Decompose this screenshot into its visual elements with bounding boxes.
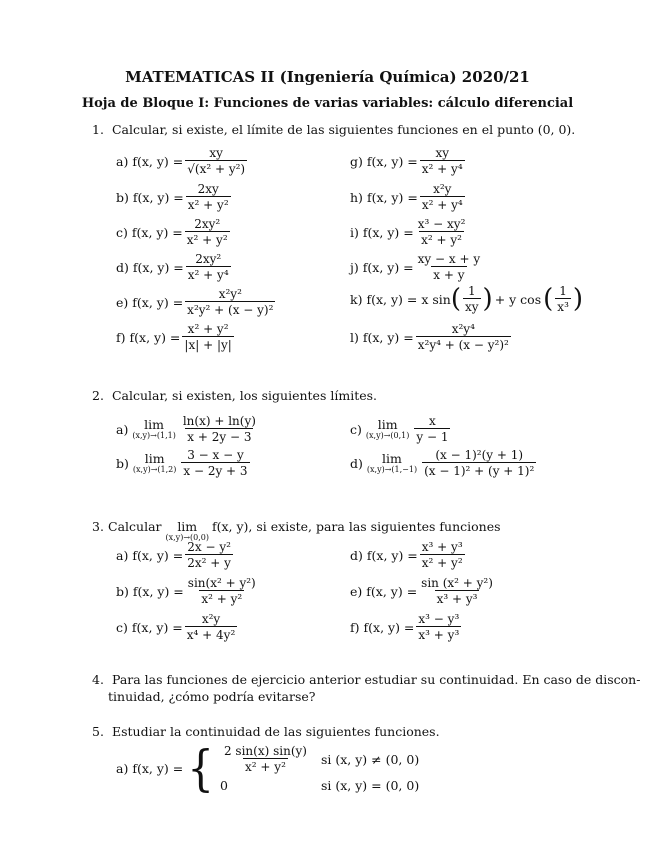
item-label: l) bbox=[350, 329, 359, 345]
denominator: x² + y² bbox=[421, 233, 462, 247]
fraction bbox=[185, 146, 247, 176]
exercise-item bbox=[116, 414, 260, 444]
item-label: c) bbox=[116, 619, 128, 635]
denominator: x²y² + (x − y)² bbox=[187, 303, 274, 317]
limit-word: lim bbox=[144, 451, 165, 466]
exercise-item bbox=[350, 576, 497, 606]
limit bbox=[367, 452, 417, 474]
fraction bbox=[422, 448, 536, 478]
item-label: g) bbox=[350, 153, 363, 169]
fraction bbox=[185, 287, 275, 317]
limit bbox=[132, 418, 175, 440]
numerator: 2xy bbox=[197, 182, 219, 196]
exercise-item bbox=[350, 612, 463, 642]
numerator: 1 bbox=[467, 284, 476, 298]
limit-subscript: (x,y)→(1,1) bbox=[132, 431, 176, 440]
item-label: c) bbox=[116, 224, 128, 240]
fraction bbox=[222, 744, 309, 774]
fraction bbox=[182, 322, 233, 352]
exercise-item bbox=[116, 448, 252, 478]
numerator: x²y⁴ bbox=[451, 322, 475, 336]
question-text: Calcular, si existen, los siguientes límites. bbox=[111, 388, 377, 403]
denominator: x² + y² bbox=[421, 556, 463, 570]
question-4-continued bbox=[108, 689, 315, 704]
numerator: x² + y² bbox=[187, 322, 229, 336]
fraction bbox=[181, 414, 258, 444]
function-lhs: f(x, y) = bbox=[132, 153, 184, 169]
function-lhs: f(x, y) = bbox=[132, 259, 184, 275]
denominator: x³ + y³ bbox=[436, 592, 478, 606]
denominator: x³ + y³ bbox=[418, 628, 460, 642]
item-label: b) bbox=[116, 583, 129, 599]
exercise-item: k) f(x, y) = x sin ( $\frac{1}{xy}$ ) + y cos ( $\frac{1}{\text{x³}}$ ) bbox=[350, 284, 584, 314]
exercise-item bbox=[350, 217, 469, 247]
exercise-item bbox=[116, 287, 277, 317]
question-text: Calcular, si existe, el límite de las siguientes funciones en el punto (0, 0). bbox=[111, 122, 576, 137]
denominator: x² + y² bbox=[186, 233, 228, 247]
question-1 bbox=[92, 122, 575, 137]
question-5 bbox=[92, 724, 440, 739]
limit-word: lim bbox=[144, 417, 165, 432]
question-text: tinuidad, ¿cómo podría evitarse? bbox=[108, 689, 316, 704]
exercise-item bbox=[350, 414, 452, 444]
limit-word: lim bbox=[377, 417, 398, 432]
question-text: Estudiar la continuidad de las siguientes funciones. bbox=[111, 724, 440, 739]
exercise-item bbox=[116, 252, 233, 282]
question-number: 2. bbox=[92, 388, 104, 403]
fraction bbox=[416, 612, 461, 642]
numerator: x²y² bbox=[218, 287, 242, 301]
item-label: d) bbox=[350, 455, 363, 471]
denominator: x³ bbox=[557, 300, 569, 314]
item-label: b) bbox=[116, 455, 129, 471]
item-label: e) bbox=[350, 583, 363, 599]
exercise-item bbox=[116, 576, 260, 606]
numerator: xy − x + y bbox=[417, 252, 481, 266]
function-lhs: f(x, y) = bbox=[362, 329, 414, 345]
exercise-item bbox=[116, 146, 249, 176]
numerator: x²y bbox=[433, 182, 452, 196]
denominator: x + 2y − 3 bbox=[187, 430, 252, 444]
denominator: xy bbox=[465, 300, 479, 314]
function-lhs: f(x, y) = bbox=[366, 189, 418, 205]
numerator: (x − 1)²(y + 1) bbox=[435, 448, 524, 462]
fraction bbox=[185, 612, 238, 642]
numerator: sin(x² + y²) bbox=[187, 576, 256, 590]
cos-term: + y cos bbox=[494, 291, 542, 307]
case-condition: si (x, y) ≠ (0, 0) bbox=[320, 751, 420, 767]
limit-word: lim bbox=[382, 451, 402, 466]
fraction bbox=[420, 146, 465, 176]
exercise-item bbox=[116, 612, 239, 642]
fraction bbox=[420, 540, 465, 570]
numerator: 1 bbox=[559, 284, 567, 298]
numerator: 2x − y² bbox=[187, 540, 231, 554]
numerator: x³ − xy² bbox=[417, 217, 466, 231]
function-lhs: f(x, y) = bbox=[132, 547, 184, 563]
item-label: f) bbox=[116, 329, 126, 345]
fraction bbox=[185, 217, 230, 247]
item-label: k) bbox=[350, 291, 363, 307]
function-lhs: f(x, y) = bbox=[362, 259, 414, 275]
numerator: 3 − x − y bbox=[187, 448, 244, 462]
item-label: a) bbox=[116, 547, 129, 563]
fraction bbox=[185, 540, 233, 570]
item-label: j) bbox=[350, 259, 359, 275]
fraction bbox=[416, 252, 482, 282]
denominator: 2x² + y bbox=[187, 556, 231, 570]
exercise-item bbox=[116, 322, 236, 352]
page-subtitle: Hoja de Bloque I: Funciones de varias variables: cálculo diferencial bbox=[81, 96, 574, 111]
exercise-item bbox=[350, 146, 467, 176]
function-lhs: f(x, y) = bbox=[363, 619, 415, 635]
limit-subscript: (x,y)→(1,2) bbox=[132, 465, 177, 474]
item-label: a) bbox=[116, 153, 129, 169]
piecewise-function bbox=[116, 739, 420, 797]
exercise-item bbox=[350, 252, 484, 282]
case-condition: si (x, y) = (0, 0) bbox=[320, 778, 420, 793]
numerator: sin (x² + y²) bbox=[421, 576, 493, 590]
question-3 bbox=[92, 510, 501, 542]
function-lhs: f(x, y) = bbox=[366, 153, 418, 169]
numerator: 2xy² bbox=[194, 217, 221, 231]
denominator: x² + y⁴ bbox=[187, 268, 229, 282]
denominator: (x − 1)² + (y + 1)² bbox=[424, 464, 535, 478]
denominator: x² + y² bbox=[201, 592, 243, 606]
function-lhs: f(x, y) = bbox=[131, 619, 183, 635]
numerator: x²y bbox=[201, 612, 221, 626]
question-2 bbox=[92, 388, 377, 403]
function-lhs: f(x, y) = bbox=[132, 189, 184, 205]
piecewise-cases bbox=[220, 744, 419, 793]
fraction bbox=[463, 284, 481, 314]
exercise-item bbox=[116, 182, 233, 212]
exercise-item bbox=[350, 448, 538, 478]
question-number: 5. bbox=[92, 724, 104, 739]
denominator: x² + y² bbox=[245, 760, 286, 774]
question-number: 1. bbox=[92, 122, 104, 137]
question-text: Para las funciones de ejercicio anterior estudiar su continuidad. En caso de discon- bbox=[111, 672, 641, 687]
limit bbox=[366, 418, 409, 440]
denominator: x² + y² bbox=[187, 198, 229, 212]
numerator: xy bbox=[209, 146, 223, 160]
exercise-item bbox=[116, 217, 232, 247]
exercise-item bbox=[350, 540, 467, 570]
question-text-pre: Calcular bbox=[108, 518, 162, 534]
fraction bbox=[186, 182, 231, 212]
function-lhs: f(x, y) = bbox=[366, 583, 418, 599]
question-number: 4. bbox=[92, 672, 104, 687]
numerator: x³ + y³ bbox=[421, 540, 463, 554]
denominator: x + y bbox=[433, 268, 465, 282]
page-title: MATEMATICAS II (Ingeniería Química) 2020/21 bbox=[125, 68, 530, 86]
function-lhs: f(x, y) = bbox=[132, 583, 184, 599]
denominator: x² + y⁴ bbox=[421, 162, 463, 176]
numerator: 2xy² bbox=[195, 252, 222, 266]
denominator: x − 2y + 3 bbox=[183, 464, 248, 478]
function-lhs: f(x, y) = bbox=[131, 224, 183, 240]
case-value: 0 bbox=[219, 778, 228, 793]
denominator: x² + y⁴ bbox=[421, 198, 463, 212]
question-text-post: f(x, y), si existe, para las siguientes funciones bbox=[211, 518, 501, 534]
fraction bbox=[420, 182, 465, 212]
numerator: ln(x) + ln(y) bbox=[182, 414, 256, 428]
denominator: |x| + |y| bbox=[184, 338, 232, 352]
item-label: a) bbox=[116, 421, 129, 437]
function-lhs: f(x, y) = bbox=[366, 547, 418, 563]
fraction bbox=[181, 448, 249, 478]
item-label: e) bbox=[116, 294, 129, 310]
fraction bbox=[186, 576, 258, 606]
fraction bbox=[416, 217, 468, 247]
item-label: b) bbox=[116, 189, 129, 205]
item-label: d) bbox=[350, 547, 363, 563]
exercise-item bbox=[350, 182, 467, 212]
function-lhs: f(x, y) = bbox=[366, 291, 418, 307]
function-lhs: f(x, y) = bbox=[129, 329, 181, 345]
fraction bbox=[419, 576, 495, 606]
question-4 bbox=[92, 672, 640, 687]
limit-subscript: (x,y)→(0,1) bbox=[365, 431, 410, 440]
numerator: x³ − y³ bbox=[418, 612, 460, 626]
limit bbox=[133, 452, 176, 474]
numerator: xy bbox=[435, 146, 449, 160]
item-label: d) bbox=[116, 259, 129, 275]
limit-subscript: (x,y)→(0,0) bbox=[165, 533, 209, 542]
function-lhs: f(x, y) = bbox=[362, 224, 414, 240]
numerator: x bbox=[429, 414, 436, 428]
fraction bbox=[555, 284, 571, 314]
limit-word: lim bbox=[177, 519, 198, 534]
item-label: h) bbox=[350, 189, 363, 205]
function-lhs: f(x, y) = bbox=[132, 294, 184, 310]
denominator: x⁴ + 4y² bbox=[186, 628, 236, 642]
item-label: a) bbox=[116, 761, 129, 776]
denominator: y − 1 bbox=[416, 430, 449, 444]
exercise-item bbox=[350, 322, 513, 352]
denominator: √(x² + y²) bbox=[187, 162, 246, 176]
fraction bbox=[416, 322, 511, 352]
exercise-item bbox=[116, 540, 235, 570]
limit bbox=[166, 520, 209, 542]
left-brace: { bbox=[187, 739, 214, 797]
fraction bbox=[186, 252, 231, 282]
item-label: f) bbox=[350, 619, 360, 635]
sin-term: x sin bbox=[421, 291, 451, 307]
fraction bbox=[414, 414, 450, 444]
function-lhs: f(x, y) = bbox=[132, 761, 184, 776]
question-number: 3. bbox=[92, 518, 104, 534]
limit-subscript: (x,y)→(1,−1) bbox=[366, 465, 418, 474]
denominator: x²y⁴ + (x − y²)² bbox=[417, 338, 509, 352]
item-label: c) bbox=[350, 421, 362, 437]
numerator: 2 sin(x) sin(y) bbox=[223, 744, 307, 758]
item-label: i) bbox=[350, 224, 359, 240]
